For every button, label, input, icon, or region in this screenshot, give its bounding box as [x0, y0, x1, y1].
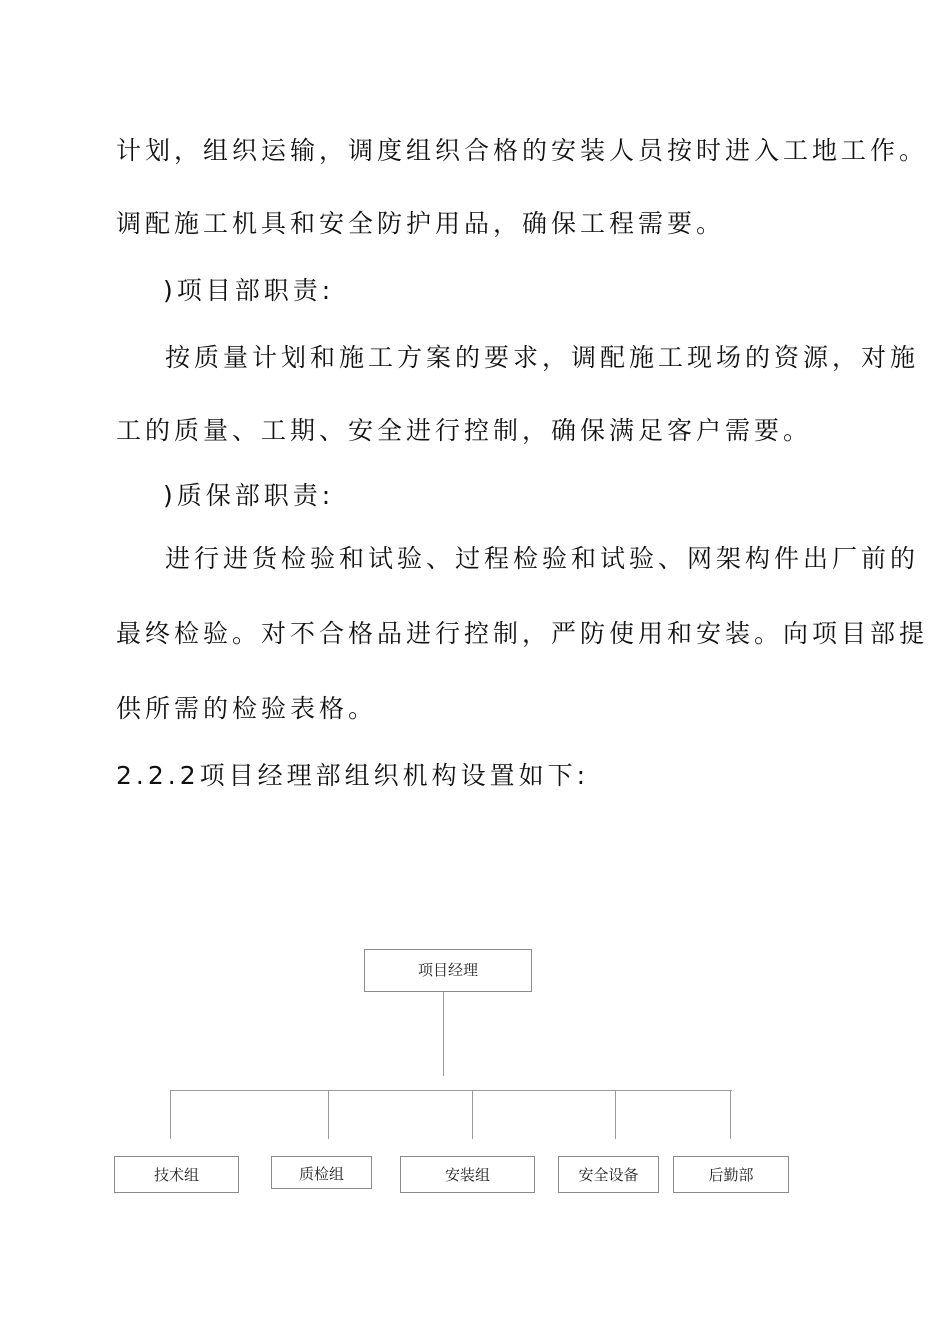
org-horizontal-connector — [170, 1090, 732, 1091]
section-heading-project-dept: )项目部职责: — [163, 276, 335, 305]
text-line-4: 按质量计划和施工方案的要求，调配施工现场的资源，对施 — [165, 343, 920, 372]
org-node-logistics: 后勤部 — [673, 1156, 789, 1193]
org-branch-connector — [730, 1090, 731, 1139]
section-heading-qa-dept: )质保部职责: — [163, 481, 335, 510]
org-branch-connector — [472, 1090, 473, 1139]
text-line-1: 计划，组织运输，调度组织合格的安装人员按时进入工地工作。 — [116, 136, 929, 165]
text-line-8: 最终检验。对不合格品进行控制，严防使用和安装。向项目部提 — [116, 619, 929, 648]
org-node-install: 安装组 — [400, 1156, 535, 1193]
text-line-7: 进行进货检验和试验、过程检验和试验、网架构件出厂前的 — [165, 544, 920, 573]
org-node-tech: 技术组 — [114, 1156, 239, 1193]
section-heading-org-structure: 2.2.2项目经理部组织机构设置如下: — [116, 761, 590, 790]
org-branch-connector — [170, 1090, 171, 1139]
org-root-connector — [443, 992, 444, 1076]
text-line-9: 供所需的检验表格。 — [116, 694, 378, 723]
org-node-qc: 质检组 — [271, 1156, 372, 1189]
text-line-2: 调配施工机具和安全防护用品，确保工程需要。 — [116, 209, 726, 238]
org-root-box: 项目经理 — [364, 949, 532, 992]
org-node-safety: 安全设备 — [558, 1156, 659, 1193]
org-branch-connector — [328, 1090, 329, 1139]
org-branch-connector — [615, 1090, 616, 1139]
text-line-5: 工的质量、工期、安全进行控制，确保满足客户需要。 — [116, 416, 813, 445]
